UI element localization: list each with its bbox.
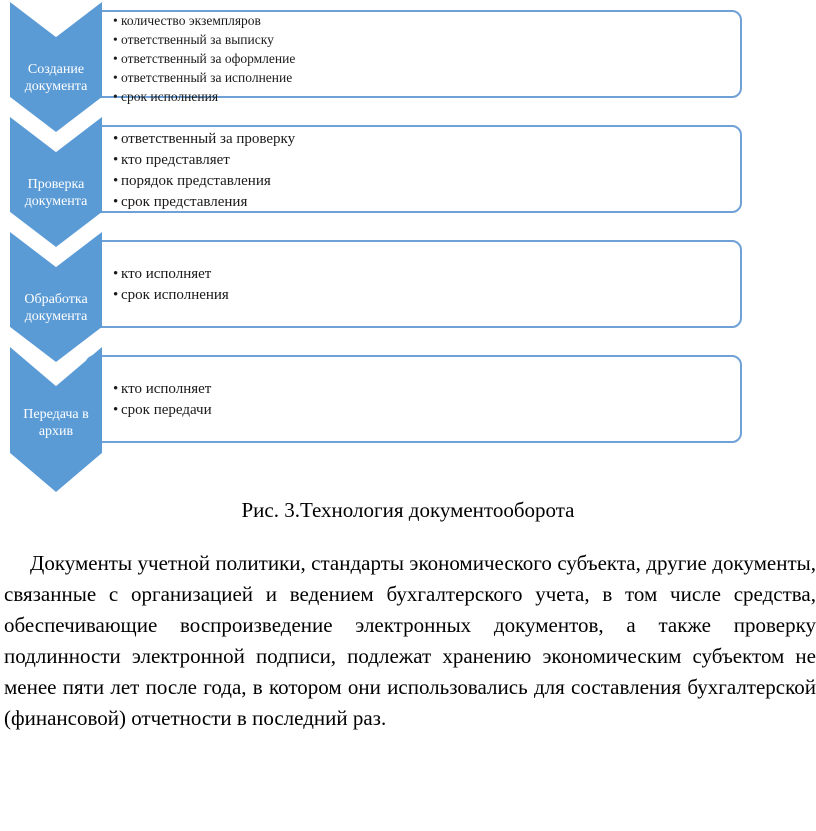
- step-2-item: • порядок представления: [113, 171, 295, 192]
- step-2-item: • кто представляет: [113, 150, 295, 171]
- step-2-item: • ответственный за проверку: [113, 129, 295, 150]
- step-3-item: • кто исполняет: [113, 264, 229, 285]
- step-2-box: [85, 125, 742, 213]
- step-2-items: [113, 129, 295, 213]
- step-4-label: Передача в архив: [23, 407, 89, 439]
- step-3-items: [113, 264, 229, 306]
- step-2-label: Проверка документа: [24, 177, 88, 209]
- step-1-item: • ответственный за выписку: [113, 30, 295, 49]
- step-1-item: • ответственный за оформление: [113, 49, 295, 68]
- step-2-item: • срок представления: [113, 192, 295, 213]
- step-4-item: • кто исполняет: [113, 379, 212, 400]
- step-4-box: [85, 355, 742, 443]
- body-paragraph: Документы учетной политики, стандарты экономического субъекта, другие документы, связанные с организацией и ведением бухгалтерского учета, в том числе средства, обеспечивающие воспроизведение электронных документов, а также проверку подлинности электронной подписи, подлежат хранению экономическим субъектом не менее пяти лет после года, в котором они использовались для составления бухгалтерской (финансовой) отчетности в последний раз.: [4, 551, 816, 730]
- step-1-items: [113, 11, 295, 106]
- step-1-item: • количество экземпляров: [113, 11, 295, 30]
- step-1-label: Создание документа: [24, 62, 88, 94]
- step-3-label: Обработка документа: [24, 292, 88, 324]
- step-4-items: [113, 379, 212, 421]
- step-1-box: [85, 10, 742, 104]
- step-1-item: • срок исполнения: [113, 87, 295, 106]
- step-4-item: • срок передачи: [113, 400, 212, 421]
- figure-caption: Рис. 3.Технология документооборота: [241, 498, 575, 522]
- step-1-item: • ответственный за исполнение: [113, 68, 295, 87]
- step-3-box: [85, 240, 742, 328]
- step-3-item: • срок исполнения: [113, 285, 229, 306]
